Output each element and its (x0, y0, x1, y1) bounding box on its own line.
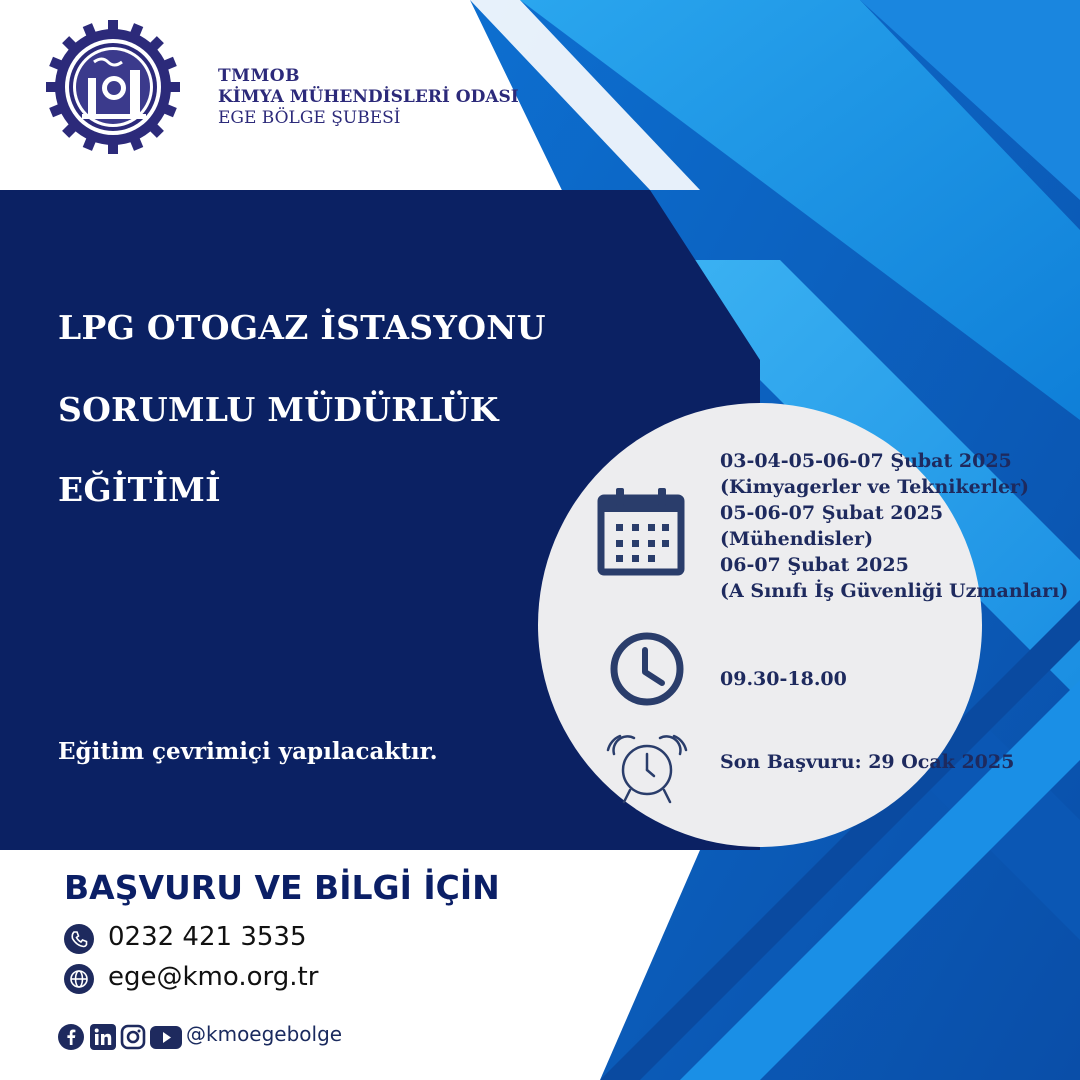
phone-icon (64, 924, 94, 954)
contact-heading: BAŞVURU VE BİLGİ İÇİN (64, 868, 500, 907)
clock-icon (608, 630, 686, 708)
org-line-3: EGE BÖLGE ŞUBESİ (218, 108, 401, 128)
youtube-icon[interactable] (150, 1026, 182, 1049)
title-line-3: EĞİTİMİ (58, 470, 221, 509)
kmo-gear-logo-icon (44, 18, 182, 156)
email-address[interactable]: ege@kmo.org.tr (108, 962, 319, 992)
date-line-4: (Mühendisler) (720, 528, 874, 550)
date-line-2: (Kimyagerler ve Teknikerler) (720, 476, 1030, 498)
phone-number[interactable]: 0232 421 3535 (108, 922, 307, 952)
organization-name (218, 66, 519, 128)
org-line-2: KİMYA MÜHENDİSLERİ ODASI (218, 87, 519, 107)
schedule-dates (720, 448, 1068, 604)
instagram-icon[interactable] (120, 1024, 146, 1050)
facebook-icon[interactable] (58, 1024, 84, 1050)
online-note: Eğitim çevrimiçi yapılacaktır. (58, 738, 438, 765)
calendar-icon (596, 486, 686, 578)
date-line-3: 05-06-07 Şubat 2025 (720, 502, 944, 524)
title-line-2: SORUMLU MÜDÜRLÜK (58, 390, 499, 429)
date-line-5: 06-07 Şubat 2025 (720, 554, 909, 576)
alarm-clock-icon (604, 732, 690, 808)
application-deadline: Son Başvuru: 29 Ocak 2025 (720, 751, 1015, 773)
date-line-6: (A Sınıfı İş Güvenliği Uzmanları) (720, 580, 1069, 602)
title-line-1: LPG OTOGAZ İSTASYONU (58, 308, 546, 347)
linkedin-icon[interactable] (90, 1024, 116, 1050)
org-line-1: TMMOB (218, 66, 300, 86)
globe-icon (64, 964, 94, 994)
training-hours: 09.30-18.00 (720, 668, 847, 690)
date-line-1: 03-04-05-06-07 Şubat 2025 (720, 450, 1012, 472)
social-handle[interactable]: @kmoegebolge (186, 1022, 343, 1046)
